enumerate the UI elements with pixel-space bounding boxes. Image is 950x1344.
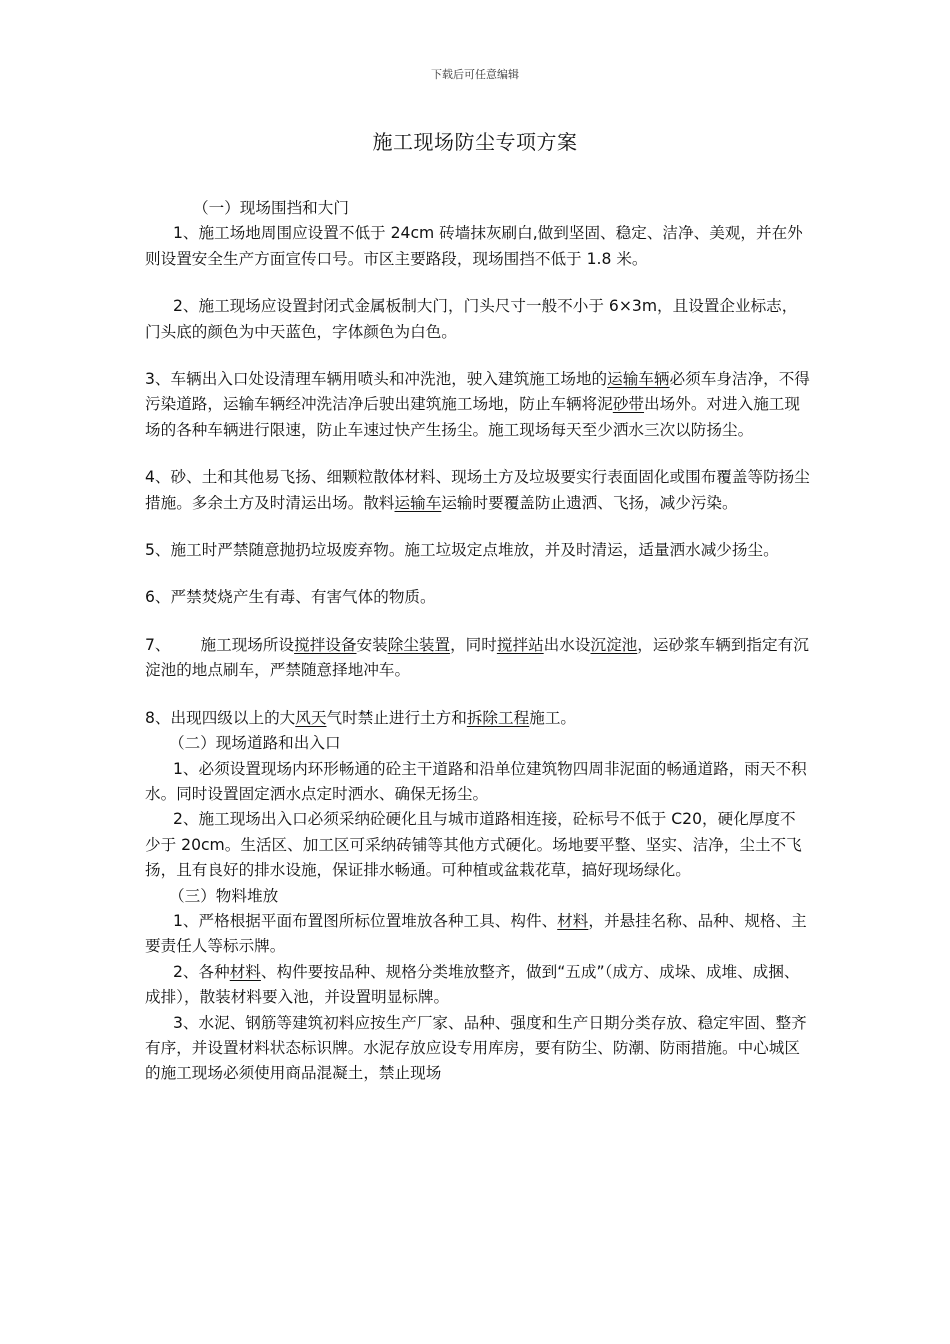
section-1-heading: （一）现场围挡和大门 <box>193 199 349 217</box>
text-run: 施工。 <box>529 708 577 727</box>
section-3-paragraph-3: 3、水泥、钢筋等建筑初料应按生产厂家、品种、强度和生产日期分类存放、稳定牢固、整齐有序，并设置材料状态标识牌。水泥存放应设专用库房，要有防尘、防潮、防雨措施。中心城区的施工现场必须使用商品混凝土，禁止现场 <box>145 1013 807 1083</box>
underlined-term: 砂带 <box>612 395 645 414</box>
text-run: 、构件要按品种、规格分类堆放整齐，做到“五成”（成方、成垛、成堆、成捆、成排），散装材料要入池，并设置明显标牌。 <box>145 962 800 1007</box>
section-1-paragraph-5: 5、施工时严禁随意抛扔垃圾废弃物。施工垃圾定点堆放，并及时清运，适量洒水减少扬尘。 <box>145 541 779 560</box>
underlined-term: 拆除工程 <box>466 708 530 727</box>
text-run: 出场外。对进入施工现场的各种车辆进行限速，防止车速过快产生扬尘。施工现场每天至少洒水三次以防扬尘。 <box>145 395 800 439</box>
section-3-heading: （三）物料堆放 <box>169 886 279 905</box>
section-2-heading: （二）现场道路和出入口 <box>169 734 341 753</box>
section-1-paragraph-8 <box>145 706 810 731</box>
section-3-paragraph-1 <box>145 909 810 960</box>
document-title: 施工现场防尘专项方案 <box>372 130 578 154</box>
underlined-term: 运输车辆 <box>607 370 670 389</box>
section-1-paragraph-1: 1、施工场地周围应设置不低于 24cm 砖墙抹灰刷白,做到坚固、稳定、洁净、美观，并在外则设置安全生产方面宣传口号。市区主要路段，现场围挡不低于 1.8 米。 <box>145 224 803 268</box>
text-run: 安装 <box>356 635 388 654</box>
underlined-term: 沉淀池 <box>590 635 638 654</box>
header-note: 下载后可任意编辑 <box>431 68 519 81</box>
text-run: 运输时要覆盖防止遗洒、飞扬，减少污染。 <box>441 493 738 512</box>
underlined-term: 风天 <box>295 708 327 727</box>
underlined-term: 搅拌站 <box>496 635 544 654</box>
text-run: ，运砂浆车辆到指定有沉淀池的地点刷车，严禁随意择地冲车。 <box>145 635 809 680</box>
text-run: ，并悬挂名称、品种、规格、主要责任人等标示牌。 <box>145 911 807 956</box>
underlined-term: 材料 <box>229 962 261 981</box>
text-run: 8、出现四级以上的大 <box>145 708 296 727</box>
section-1-paragraph-6: 6、严禁焚烧产生有毒、有害气体的物质。 <box>145 588 436 607</box>
text-run: 1、严格根据平面布置图所标位置堆放各种工具、构件、 <box>173 911 558 930</box>
text-run: 出水设 <box>543 635 591 654</box>
underlined-term: 搅拌设备 <box>294 635 357 654</box>
section-1-paragraph-2: 2、施工现场应设置封闭式金属板制大门，门头尺寸一般不小于 6×3m，且设置企业标志，门头底的颜色为中天蓝色，字体颜色为白色。 <box>145 297 798 341</box>
section-1-paragraph-4 <box>145 465 810 516</box>
section-2-paragraph-2: 2、施工现场出入口必须采纳砼硬化且与城市道路相连接，砼标号不低于 C20，硬化厚度不少于 20cm。生活区、加工区可采纳砖铺等其他方式硬化。场地要平整、坚实、洁净，尘土不飞扬，且有良好的排水设施，保证排水畅通。可种植或盆栽花草，搞好现场绿化。 <box>145 810 802 880</box>
underlined-term: 运输车 <box>394 493 442 512</box>
underlined-term: 除尘装置 <box>387 635 451 654</box>
underlined-term: 材料 <box>557 911 589 930</box>
section-3-paragraph-2 <box>145 960 810 1011</box>
text-run: 气时禁止进行土方和 <box>326 708 467 727</box>
section-1-paragraph-7 <box>145 633 810 684</box>
text-run: 2、各种 <box>173 962 230 981</box>
text-run: 4、砂、土和其他易飞扬、细颗粒散体材料、现场土方及垃圾要实行表面固化或围布覆盖等防扬尘措施。多余土方及时清运出场。散料 <box>145 468 810 512</box>
text-run: 3、车辆出入口处设清理车辆用喷头和冲洗池，驶入建筑施工场地的 <box>145 370 608 389</box>
text-run: 必须车身洁净，不得污染道路，运输车辆经冲洗洁净后驶出建筑施工场地，防止车辆将泥 <box>145 370 810 414</box>
text-run: ，同时 <box>450 635 497 654</box>
section-2-paragraph-1: 1、必须设置现场内环形畅通的砼主干道路和沿单位建筑物四周非泥面的畅通道路，雨天不积水。同时设置固定洒水点定时洒水、确保无扬尘。 <box>145 759 807 803</box>
text-run: 施工现场所设 <box>200 635 295 654</box>
section-1-paragraph-3 <box>145 367 810 443</box>
document-body <box>145 196 810 1087</box>
text-run: 7、 <box>145 635 171 654</box>
